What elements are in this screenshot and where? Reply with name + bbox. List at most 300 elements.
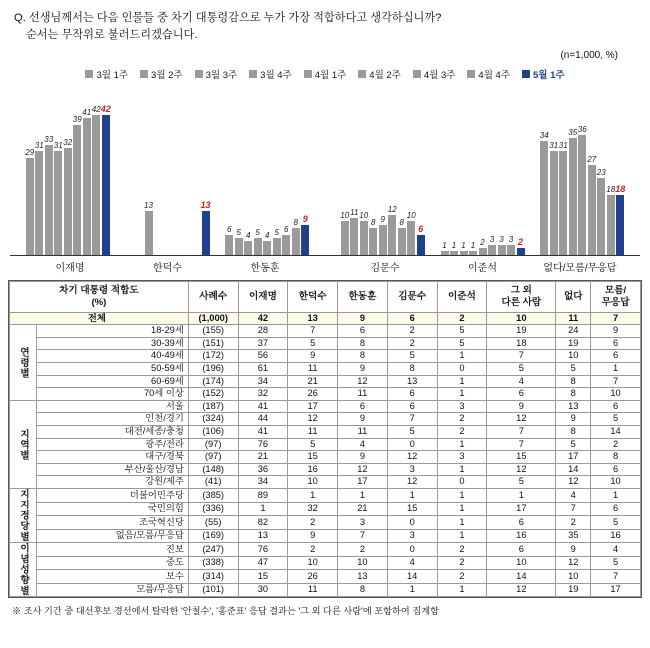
row-value-3: 5 <box>387 426 437 439</box>
legend-item-8 <box>522 67 565 81</box>
row-value-4: 3 <box>437 400 487 413</box>
row-value-5: 7 <box>487 426 556 439</box>
bar-2-3 <box>254 87 262 255</box>
chart-x-axis <box>10 256 640 274</box>
bar-2-8 <box>301 87 309 255</box>
bar-rect <box>417 235 425 255</box>
bar-rect <box>263 241 271 254</box>
bar-2-4 <box>263 87 271 255</box>
bar-1-5 <box>173 87 181 255</box>
question-line-1: Q. 선생님께서는 다음 인물들 중 차기 대통령감으로 누가 가장 적합하다고 생각하십니까? <box>14 12 442 24</box>
row-label: 국민의힘 <box>37 502 189 516</box>
row-value-7: 5 <box>591 556 641 570</box>
bar-4-8 <box>517 87 525 255</box>
table-row <box>10 570 641 584</box>
bar-value-label: 23 <box>596 167 606 177</box>
bar-value-label: 3 <box>499 234 504 244</box>
chart-group-4 <box>441 87 525 255</box>
bar-value-label: 41 <box>82 107 92 117</box>
bar-value-label: 36 <box>577 124 587 134</box>
row-value-6: 7 <box>556 502 591 516</box>
row-label: 40-49세 <box>37 350 189 363</box>
bar-4-0 <box>441 87 449 255</box>
bar-value-label: 1 <box>461 241 466 251</box>
bar-value-label: 6 <box>418 223 424 234</box>
row-value-1: 10 <box>288 476 338 489</box>
row-value-4: 5 <box>437 337 487 350</box>
row-value-2: 12 <box>338 463 388 476</box>
bar-rect <box>441 251 449 254</box>
row-value-1: 7 <box>288 325 338 338</box>
bar-1-7 <box>192 87 200 255</box>
table-row <box>10 556 641 570</box>
row-value-4: 1 <box>437 350 487 363</box>
total-value-2: 9 <box>338 312 388 325</box>
bar-2-5 <box>273 87 281 255</box>
total-value-7: 7 <box>591 312 641 325</box>
row-value-4: 0 <box>437 363 487 376</box>
row-value-2: 8 <box>338 583 388 597</box>
row-value-0: 41 <box>238 400 288 413</box>
row-value-6: 12 <box>556 476 591 489</box>
row-value-0: 1 <box>238 502 288 516</box>
bar-value-label: 2 <box>480 237 485 247</box>
row-value-5: 15 <box>487 451 556 464</box>
row-sample: (97) <box>188 451 238 464</box>
chart-legend <box>0 67 650 81</box>
chart-group-3 <box>325 87 441 255</box>
bar-value-label: 9 <box>302 213 308 224</box>
row-value-1: 5 <box>288 337 338 350</box>
bar-value-label: 35 <box>568 127 578 137</box>
x-axis-label-5: 없다/모름/무응답 <box>543 262 617 274</box>
bar-5-2 <box>559 87 567 255</box>
row-value-1: 2 <box>288 516 338 530</box>
table-row-total <box>10 312 641 325</box>
bar-rect <box>102 115 110 255</box>
row-value-0: 28 <box>238 325 288 338</box>
total-value-3: 6 <box>387 312 437 325</box>
bar-0-3 <box>54 87 62 255</box>
bar-value-label: 42 <box>100 103 111 114</box>
row-value-0: 89 <box>238 489 288 503</box>
row-value-7: 9 <box>591 325 641 338</box>
legend-item-3 <box>249 67 292 81</box>
row-label: 더불어민주당 <box>37 489 189 503</box>
bar-value-label: 6 <box>284 224 289 234</box>
bar-4-2 <box>460 87 468 255</box>
row-value-7: 2 <box>591 438 641 451</box>
th-other-line1: 그 외 <box>510 284 532 296</box>
row-value-1: 21 <box>288 375 338 388</box>
table-row <box>10 476 641 489</box>
bar-value-label: 31 <box>53 141 63 151</box>
row-value-1: 5 <box>288 438 338 451</box>
th-sample: 사례수 <box>188 281 238 312</box>
row-sample: (196) <box>188 363 238 376</box>
row-label: 50-59세 <box>37 363 189 376</box>
bar-5-4 <box>578 87 586 255</box>
row-value-7: 5 <box>591 413 641 426</box>
row-value-5: 10 <box>487 556 556 570</box>
chart-group-1 <box>126 87 210 255</box>
row-value-0: 47 <box>238 556 288 570</box>
bar-rect <box>398 228 406 255</box>
row-value-5: 1 <box>487 489 556 503</box>
total-value-4: 2 <box>437 312 487 325</box>
row-value-4: 2 <box>437 543 487 557</box>
row-value-3: 15 <box>387 502 437 516</box>
bar-value-label: 6 <box>227 224 232 234</box>
bar-value-label: 3 <box>508 234 514 244</box>
legend-label: 3월 2주 <box>151 69 183 81</box>
row-value-7: 6 <box>591 350 641 363</box>
row-value-0: 82 <box>238 516 288 530</box>
row-value-5: 14 <box>487 570 556 584</box>
table-row <box>10 451 641 464</box>
th-dontknow <box>591 281 641 312</box>
row-value-2: 9 <box>338 363 388 376</box>
row-sample: (97) <box>188 438 238 451</box>
th-dontknow-line1: 모름/ <box>604 284 627 296</box>
table-row <box>10 438 641 451</box>
row-value-1: 11 <box>288 426 338 439</box>
bar-rect <box>35 151 43 254</box>
row-value-4: 2 <box>437 556 487 570</box>
row-value-1: 2 <box>288 543 338 557</box>
row-value-3: 0 <box>387 438 437 451</box>
bar-rect <box>607 195 615 255</box>
row-value-3: 0 <box>387 516 437 530</box>
row-value-4: 1 <box>437 438 487 451</box>
bar-value-label: 1 <box>470 241 476 251</box>
row-value-7: 14 <box>591 426 641 439</box>
bar-5-5 <box>588 87 596 255</box>
row-value-4: 1 <box>437 388 487 401</box>
bar-5-1 <box>550 87 558 255</box>
row-value-7: 8 <box>591 451 641 464</box>
bar-rect <box>498 245 506 255</box>
row-value-0: 34 <box>238 375 288 388</box>
row-value-0: 30 <box>238 583 288 597</box>
legend-item-2 <box>195 67 238 81</box>
row-value-1: 26 <box>288 388 338 401</box>
row-value-3: 12 <box>387 451 437 464</box>
bar-1-0 <box>126 87 134 255</box>
row-label: 강원/제주 <box>37 476 189 489</box>
bar-value-label: 4 <box>246 231 251 241</box>
bar-value-label: 5 <box>236 227 241 237</box>
row-value-7: 10 <box>591 476 641 489</box>
row-label: 진보 <box>37 543 189 557</box>
chart-group-5 <box>525 87 641 255</box>
total-value-1: 13 <box>288 312 338 325</box>
row-value-2: 12 <box>338 375 388 388</box>
legend-item-5 <box>358 67 401 81</box>
row-value-5: 7 <box>487 350 556 363</box>
row-label: 서울 <box>37 400 189 413</box>
row-sample: (155) <box>188 325 238 338</box>
bar-value-label: 10 <box>340 211 350 221</box>
bar-value-label: 31 <box>549 141 559 151</box>
bar-value-label: 4 <box>265 231 270 241</box>
bar-rect <box>469 251 477 254</box>
bar-value-label: 1 <box>442 241 447 251</box>
row-value-5: 12 <box>487 413 556 426</box>
bar-3-2 <box>360 87 368 255</box>
row-value-2: 11 <box>338 388 388 401</box>
bar-value-label: 13 <box>200 200 211 211</box>
bar-rect <box>550 151 558 254</box>
bar-value-label: 12 <box>387 204 397 214</box>
row-value-4: 1 <box>437 463 487 476</box>
row-value-3: 13 <box>387 375 437 388</box>
row-value-5: 7 <box>487 438 556 451</box>
table-row <box>10 489 641 503</box>
legend-label: 3월 1주 <box>96 69 129 81</box>
bar-rect <box>92 115 100 255</box>
bar-value-label: 39 <box>72 114 82 124</box>
th-other-line2: 다른 사람 <box>501 296 542 308</box>
bar-value-label: 10 <box>359 211 369 221</box>
total-value-0: 42 <box>238 312 288 325</box>
bar-rect <box>73 125 81 255</box>
row-sample: (247) <box>188 543 238 557</box>
legend-item-0 <box>85 67 128 81</box>
bar-rect <box>54 151 62 254</box>
row-sample: (174) <box>188 375 238 388</box>
table-row <box>10 583 641 597</box>
row-label: 30-39세 <box>37 337 189 350</box>
row-value-5: 16 <box>487 529 556 543</box>
row-value-6: 12 <box>556 556 591 570</box>
row-value-2: 3 <box>338 516 388 530</box>
th-lee-jaemyung: 이재명 <box>238 281 288 312</box>
row-label: 70세 이상 <box>37 388 189 401</box>
row-value-1: 9 <box>288 529 338 543</box>
row-sample: (41) <box>188 476 238 489</box>
row-value-5: 12 <box>487 583 556 597</box>
total-value-5: 10 <box>487 312 556 325</box>
question-block <box>0 0 650 61</box>
question-line-2: 순서는 무작위로 불러드리겠습니다. <box>26 28 198 41</box>
row-value-5: 6 <box>487 543 556 557</box>
legend-swatch-icon <box>249 70 257 78</box>
bar-rect <box>273 238 281 255</box>
bar-rect <box>616 195 624 255</box>
bar-value-label: 5 <box>274 227 279 237</box>
row-label: 보수 <box>37 570 189 584</box>
row-label: 없음/모름/무응답 <box>37 529 189 543</box>
row-value-6: 8 <box>556 426 591 439</box>
row-value-7: 1 <box>591 489 641 503</box>
row-value-3: 12 <box>387 476 437 489</box>
row-value-5: 6 <box>487 388 556 401</box>
bar-value-label: 32 <box>63 137 73 147</box>
bar-4-7 <box>507 87 515 255</box>
legend-swatch-icon <box>413 70 421 78</box>
table-row <box>10 388 641 401</box>
bar-rect <box>26 158 34 255</box>
row-value-0: 76 <box>238 438 288 451</box>
legend-label: 3월 3주 <box>205 69 238 81</box>
row-value-0: 37 <box>238 337 288 350</box>
row-sample: (324) <box>188 413 238 426</box>
row-value-1: 17 <box>288 400 338 413</box>
row-value-0: 56 <box>238 350 288 363</box>
bar-value-label: 18 <box>606 184 616 194</box>
row-value-3: 6 <box>387 400 437 413</box>
legend-label: 4월 1주 <box>314 69 347 81</box>
row-value-6: 5 <box>556 438 591 451</box>
bar-value-label: 31 <box>558 141 568 151</box>
row-value-7: 7 <box>591 375 641 388</box>
row-value-6: 13 <box>556 400 591 413</box>
bar-2-1 <box>235 87 243 255</box>
row-value-3: 6 <box>387 388 437 401</box>
row-value-6: 14 <box>556 463 591 476</box>
bar-0-1 <box>35 87 43 255</box>
row-value-6: 8 <box>556 388 591 401</box>
row-sample: (55) <box>188 516 238 530</box>
row-value-2: 13 <box>338 570 388 584</box>
row-value-3: 7 <box>387 413 437 426</box>
bar-4-4 <box>479 87 487 255</box>
bar-2-0 <box>225 87 233 255</box>
legend-label: 5월 1주 <box>532 69 565 81</box>
row-value-5: 5 <box>487 363 556 376</box>
bar-rect <box>244 241 252 254</box>
row-value-2: 8 <box>338 337 388 350</box>
row-value-2: 17 <box>338 476 388 489</box>
bar-rect <box>379 225 387 255</box>
bar-rect <box>83 118 91 255</box>
th-other <box>487 281 556 312</box>
bar-5-8 <box>616 87 624 255</box>
x-axis-label-4: 이준석 <box>468 262 497 274</box>
bar-rect <box>479 248 487 255</box>
row-value-7: 5 <box>591 516 641 530</box>
row-value-3: 2 <box>387 337 437 350</box>
row-sample: (101) <box>188 583 238 597</box>
bar-rect <box>460 251 468 254</box>
table-row <box>10 325 641 338</box>
bar-1-2 <box>145 87 153 255</box>
row-value-4: 1 <box>437 583 487 597</box>
row-value-2: 6 <box>338 400 388 413</box>
bar-value-label: 2 <box>517 236 523 247</box>
bar-1-1 <box>135 87 143 255</box>
row-value-4: 2 <box>437 426 487 439</box>
row-value-2: 7 <box>338 529 388 543</box>
legend-item-7 <box>467 67 510 81</box>
legend-swatch-icon <box>85 70 93 78</box>
row-value-6: 9 <box>556 543 591 557</box>
row-value-2: 9 <box>338 413 388 426</box>
bar-0-8 <box>102 87 110 255</box>
row-value-7: 1 <box>591 363 641 376</box>
bar-rect <box>45 145 53 255</box>
legend-swatch-icon <box>358 70 366 78</box>
row-value-6: 19 <box>556 583 591 597</box>
row-value-3: 8 <box>387 363 437 376</box>
row-sample: (151) <box>188 337 238 350</box>
chart-group-2 <box>210 87 326 255</box>
table-row <box>10 516 641 530</box>
sample-size-note: (n=1,000, %) <box>560 49 618 61</box>
legend-swatch-icon <box>522 70 530 78</box>
row-value-2: 6 <box>338 325 388 338</box>
bar-value-label: 3 <box>489 234 495 244</box>
row-value-2: 1 <box>338 489 388 503</box>
bar-value-label: 42 <box>91 104 101 114</box>
bar-value-label: 8 <box>371 217 376 227</box>
bar-0-2 <box>45 87 53 255</box>
x-axis-label-3: 김문수 <box>370 262 400 274</box>
bar-value-label: 27 <box>587 154 597 164</box>
table-row <box>10 363 641 376</box>
legend-item-6 <box>413 67 456 81</box>
th-han-duckso: 한덕수 <box>288 281 338 312</box>
row-value-0: 41 <box>238 426 288 439</box>
bar-rect <box>488 245 496 255</box>
row-value-4: 1 <box>437 516 487 530</box>
bar-value-label: 11 <box>350 207 359 217</box>
row-value-0: 21 <box>238 451 288 464</box>
row-value-3: 1 <box>387 583 437 597</box>
th-none: 없다 <box>556 281 591 312</box>
row-value-2: 8 <box>338 350 388 363</box>
row-value-5: 5 <box>487 476 556 489</box>
row-value-1: 16 <box>288 463 338 476</box>
row-label: 부산/울산/경남 <box>37 463 189 476</box>
row-value-3: 3 <box>387 463 437 476</box>
bar-2-6 <box>282 87 290 255</box>
bar-4-5 <box>488 87 496 255</box>
row-label: 인천/경기 <box>37 413 189 426</box>
row-value-2: 9 <box>338 451 388 464</box>
row-label: 대전/세종/충청 <box>37 426 189 439</box>
row-label: 60-69세 <box>37 375 189 388</box>
bar-2-2 <box>244 87 252 255</box>
row-value-7: 4 <box>591 543 641 557</box>
bar-rect <box>517 248 525 255</box>
row-value-4: 2 <box>437 413 487 426</box>
bar-rect <box>360 221 368 254</box>
row-value-0: 34 <box>238 476 288 489</box>
bar-value-label: 9 <box>380 214 385 224</box>
row-value-6: 4 <box>556 489 591 503</box>
bar-rect <box>301 225 309 255</box>
row-value-3: 14 <box>387 570 437 584</box>
bar-value-label: 8 <box>399 217 404 227</box>
bar-0-5 <box>73 87 81 255</box>
row-value-2: 2 <box>338 543 388 557</box>
row-value-6: 9 <box>556 413 591 426</box>
bar-rect <box>578 135 586 255</box>
row-value-2: 10 <box>338 556 388 570</box>
th-main-line2: (%) <box>91 296 107 308</box>
bar-0-7 <box>92 87 100 255</box>
bar-value-label: 8 <box>293 217 298 227</box>
row-value-1: 10 <box>288 556 338 570</box>
total-value-6: 11 <box>556 312 591 325</box>
row-value-1: 32 <box>288 502 338 516</box>
bar-chart <box>10 87 640 256</box>
bar-rect <box>282 235 290 255</box>
bar-4-1 <box>450 87 458 255</box>
row-value-7: 6 <box>591 400 641 413</box>
